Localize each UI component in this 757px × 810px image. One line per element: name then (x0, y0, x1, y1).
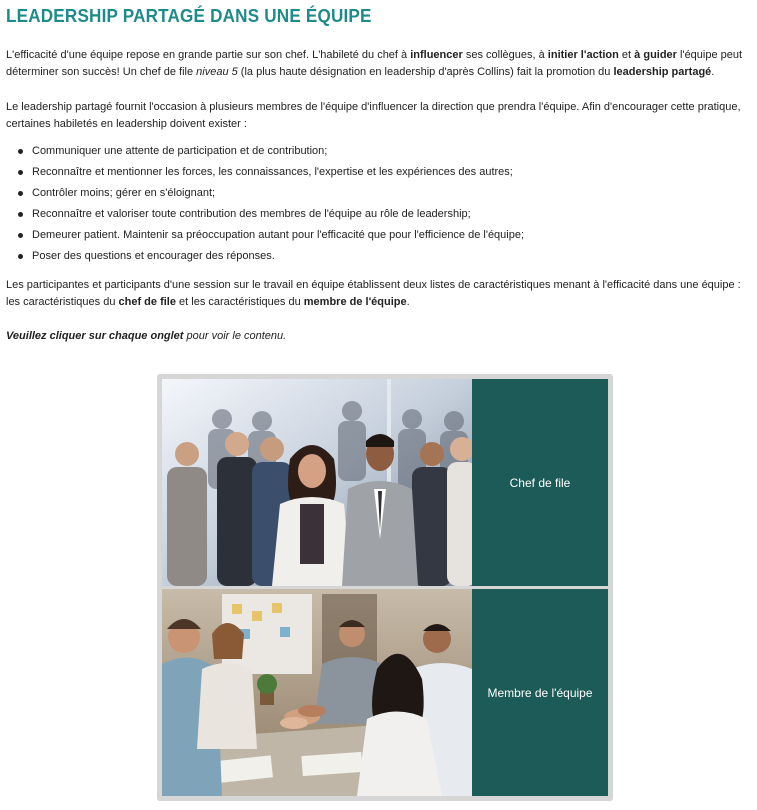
tab-membre-equipe[interactable] (162, 589, 608, 796)
intro-text-1: L'efficacité d'une équipe repose en grande partie sur son chef. L'habileté du chef à (6, 49, 411, 61)
intro-paragraph (6, 47, 751, 81)
intro-italic-niveau: niveau 5 (196, 66, 238, 78)
list-item: Communiquer une attente de participation et de contribution; (18, 141, 751, 162)
instruction-text (6, 328, 751, 345)
intro-text-4: l'équipe peut déterminer son succès! Un chef de file (6, 49, 743, 78)
page (0, 0, 757, 345)
intro-text-2: ses collègues, à (462, 49, 548, 61)
tab-label-panel[interactable] (472, 379, 608, 586)
intro-text-6: . (711, 66, 715, 78)
intro-bold-guider: à guider (634, 49, 677, 61)
para3-text-3: . (406, 296, 410, 308)
team-meeting-photo (162, 589, 472, 796)
list-item: Reconnaître et mentionner les forces, les connaissances, l'expertise et les expériences des autres; (18, 162, 751, 183)
tab-chef-de-file[interactable] (162, 379, 608, 586)
intro-bold-influencer: influencer (410, 49, 463, 61)
para3-bold-membre: membre de l'équipe (303, 296, 407, 308)
list-item: Contrôler moins; gérer en s'éloignant; (18, 183, 751, 204)
tab-label-panel[interactable] (472, 589, 608, 796)
intro-text-3: et (618, 49, 635, 61)
list-item: Poser des questions et encourager des réponses. (18, 246, 751, 267)
intro-bold-initier: initier l'action (547, 49, 619, 61)
instruction-bold: Veuillez cliquer sur chaque onglet (6, 330, 184, 342)
tab-label[interactable]: Membre de l'équipe (487, 685, 593, 700)
para3-text-1: Les participantes et participants d'une session sur le travail en équipe établissent deux listes de caractéristiques menant à l'efficacité dans une équipe : les caractéristiques du (6, 279, 741, 308)
para3-text-2: et les caractéristiques du (175, 296, 304, 308)
tabs-widget (157, 374, 613, 801)
intro-bold-leadership: leadership partagé (613, 66, 712, 78)
shared-leadership-paragraph: Le leadership partagé fournit l'occasion à plusieurs membres de l'équipe d'influencer la direction que prendra l'équipe. Afin d'encourager cette pratique, certaines habiletés en leadership doivent exister : (6, 101, 741, 130)
page-title: LEADERSHIP PARTAGÉ DANS UNE ÉQUIPE (6, 6, 372, 26)
tab-label[interactable]: Chef de file (509, 475, 571, 490)
list-item: Demeurer patient. Maintenir sa préoccupation autant pour l'efficacité que pour l'efficience de l'équipe; (18, 225, 751, 246)
team-group-photo (162, 379, 472, 586)
skills-list (6, 141, 751, 267)
para3-bold-chef: chef de file (118, 296, 176, 308)
characteristics-paragraph (6, 277, 751, 311)
instruction-rest: pour voir le contenu. (183, 330, 287, 342)
list-item: Reconnaître et valoriser toute contribution des membres de l'équipe au rôle de leadership; (18, 204, 751, 225)
intro-text-5: (la plus haute désignation en leadership d'après Collins) fait la promotion du (237, 66, 614, 78)
